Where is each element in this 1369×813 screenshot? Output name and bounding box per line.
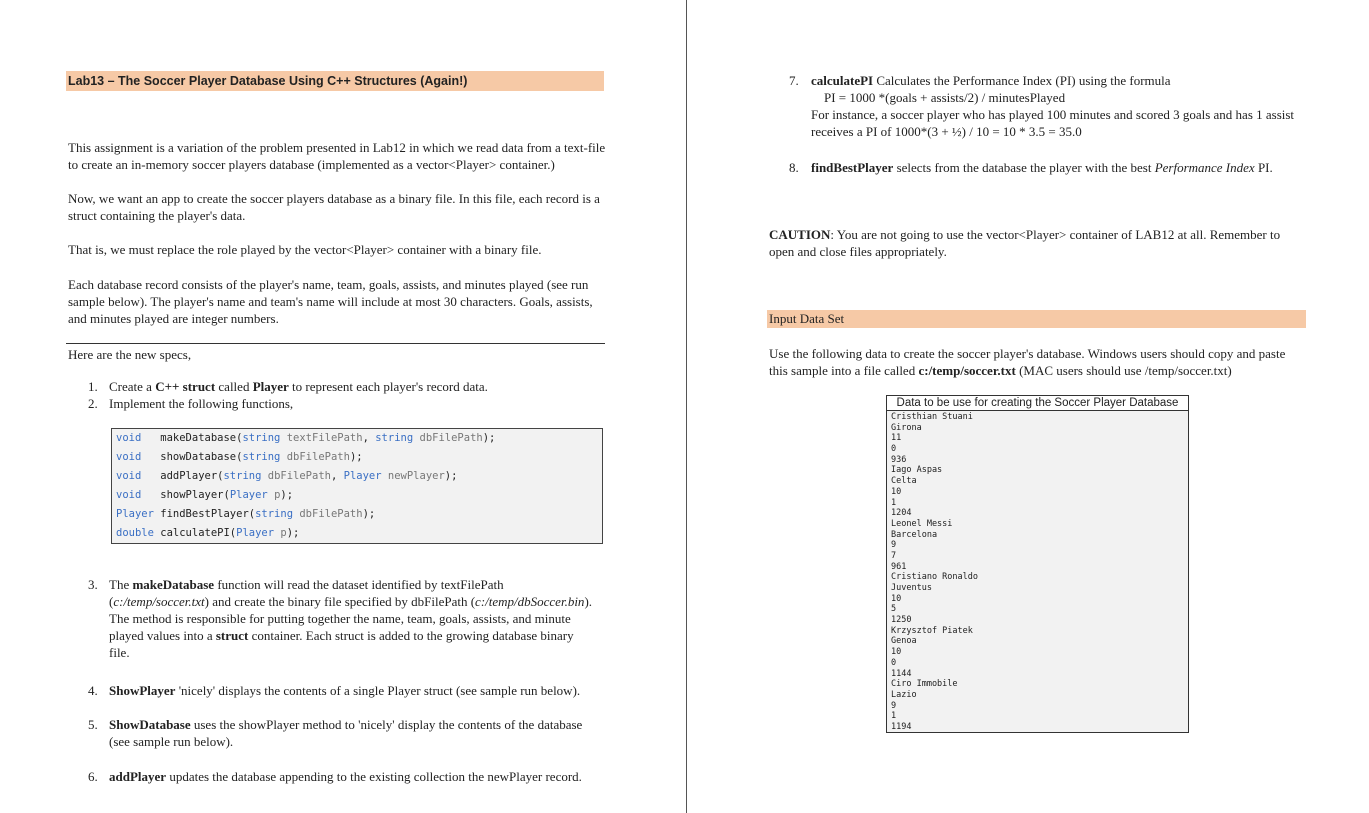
code-line: double calculatePI(Player p); (116, 527, 300, 539)
data-line: 5 (891, 604, 897, 615)
data-line: 11 (891, 433, 902, 444)
data-line: Leonel Messi (891, 518, 953, 529)
data-line: 9 (891, 540, 897, 551)
intro-paragraph-4: Each database record consists of the player's name, team, goals, assists, and minutes played (see run sample below). The player's name and team's name will include at most 30 characters. Goals, assists, and minutes played are integer numbers. (68, 277, 593, 326)
data-line: 0 (891, 657, 897, 668)
function-prototypes-code-block (111, 428, 603, 544)
pi-formula: PI = 1000 *(goals + assists/2) / minutesPlayed (824, 90, 1066, 105)
data-line: Juventus (891, 583, 932, 593)
left-page: Lab13 – The Soccer Player Database Using C++ Structures (Again!) This assignment is a variation of the problem presented in Lab12 in which we read data from a text-file to create an in-memory soccer players database (implemented as a vector<Player> container.) Now, we want an app to create the soccer players database as a binary file. In this file, each record is a struct containing the player's data. That is, we must replace the role played by the vector<Player> container with a binary file. Each database record consists of the player's name, team, goals, assists, and minutes played (see run sample below). The player's name and team's name will include at most 30 characters. Goals, assists, and minutes played are integer numbers. Here are the new specs, 1. Create a C++ struct called Player to represent each player's record data. 2. Implement the following functions, void makeDatabase(string textFilePath, string dbFilePath); void showDatabase(string dbFilePath); void addPlayer(string dbFilePath, Player newPlayer); void showPlayer(Player p); Player findBestPlayer(string dbFilePath); double calculatePI(Player p); 3. The makeDatabase function will read the dataset identified by textFilePath (c:/temp/soccer.txt) and create the binary file specified by dbFilePath (c:/temp/dbSoccer.bin). The method is responsible for putting together the name, team, goals, assists, and minute played values into a struct container. Each struct is added to the growing database binary file. 4. ShowPlayer 'nicely' displays the contents of a single Player struct (see sample run below). 5. ShowDatabase uses the showPlayer method to 'nicely' display the contents of the database (see sample run below). 6. addPlayer updates the database appending to the existing collection the newPlayer record. (0, 0, 686, 813)
data-line: Cristhian Stuani (891, 412, 973, 422)
data-line: Genoa (891, 636, 917, 647)
data-table-body (887, 411, 1188, 732)
usage-instructions: Use the following data to create the soccer player's database. Windows users should copy and paste this sample into a file called c:/temp/soccer.txt (MAC users should use /temp/soccer.txt) (769, 346, 1286, 378)
intro-paragraph-2: Now, we want an app to create the soccer players database as a binary file. In this file, each record is a struct containing the player's data. (68, 191, 600, 223)
code-line: void makeDatabase(string textFilePath, string dbFilePath); (116, 432, 496, 444)
soccer-data-table (886, 395, 1189, 733)
code-line: void addPlayer(string dbFilePath, Player newPlayer); (116, 470, 458, 482)
data-line: Cristiano Ronaldo (891, 572, 978, 583)
data-line: 961 (891, 561, 907, 572)
section-divider (66, 343, 605, 344)
specs-heading: Here are the new specs, (68, 347, 192, 362)
code-line: void showDatabase(string dbFilePath); (116, 451, 363, 463)
intro-paragraph-1: This assignment is a variation of the problem presented in Lab12 in which we read data from a text-file to create an in-memory soccer players database (implemented as a vector<Player> container.) (68, 140, 606, 172)
data-line: 1204 (891, 508, 912, 519)
data-line: 10 (891, 486, 902, 497)
caution-note: CAUTION: You are not going to use the vector<Player> container of LAB12 at all. Remember to open and close files appropriately. (769, 227, 1281, 259)
data-line: 1 (891, 711, 897, 722)
data-line: 7 (891, 550, 897, 561)
data-line: 10 (891, 593, 902, 604)
data-line: Celta (891, 476, 917, 487)
data-line: 9 (891, 700, 897, 711)
data-line: 936 (891, 454, 907, 465)
data-line: Lazio (891, 689, 917, 700)
intro-paragraph-3: That is, we must replace the role played by the vector<Player> container with a binary file. (68, 242, 542, 257)
input-data-set-heading: Input Data Set (767, 310, 1306, 328)
data-line: 1144 (891, 668, 912, 679)
data-line: 10 (891, 647, 902, 658)
data-line: 1 (891, 497, 897, 508)
data-line: Ciro Immobile (891, 679, 958, 690)
data-line: 1194 (891, 721, 912, 732)
data-line: Barcelona (891, 529, 938, 540)
data-line: Girona (891, 422, 922, 433)
data-table-title: Data to be use for creating the Soccer Player Database (887, 396, 1188, 411)
data-line: 1250 (891, 615, 912, 626)
data-line: Krzysztof Piatek (891, 625, 973, 636)
code-line: void showPlayer(Player p); (116, 489, 294, 501)
right-page: 7. calculatePI Calculates the Performance Index (PI) using the formula PI = 1000 *(goals + assists/2) / minutesPlayed For instance, a soccer player who has played 100 minutes and scored 3 goals and has 1 assist receives a PI of 1000*(3 + ½) / 10 = 10 * 3.5 = 35.0 8. findBestPlayer selects from the database the player with the best Performance Index PI. CAUTION: You are not going to use the vector<Player> container of LAB12 at all. Remember to open and close files appropriately. (687, 0, 1369, 813)
data-line: 0 (891, 444, 897, 455)
data-line: Iago Aspas (891, 465, 943, 476)
document-title: Lab13 – The Soccer Player Database Using C++ Structures (Again!) (66, 71, 604, 91)
code-line: Player findBestPlayer(string dbFilePath); (116, 508, 376, 520)
